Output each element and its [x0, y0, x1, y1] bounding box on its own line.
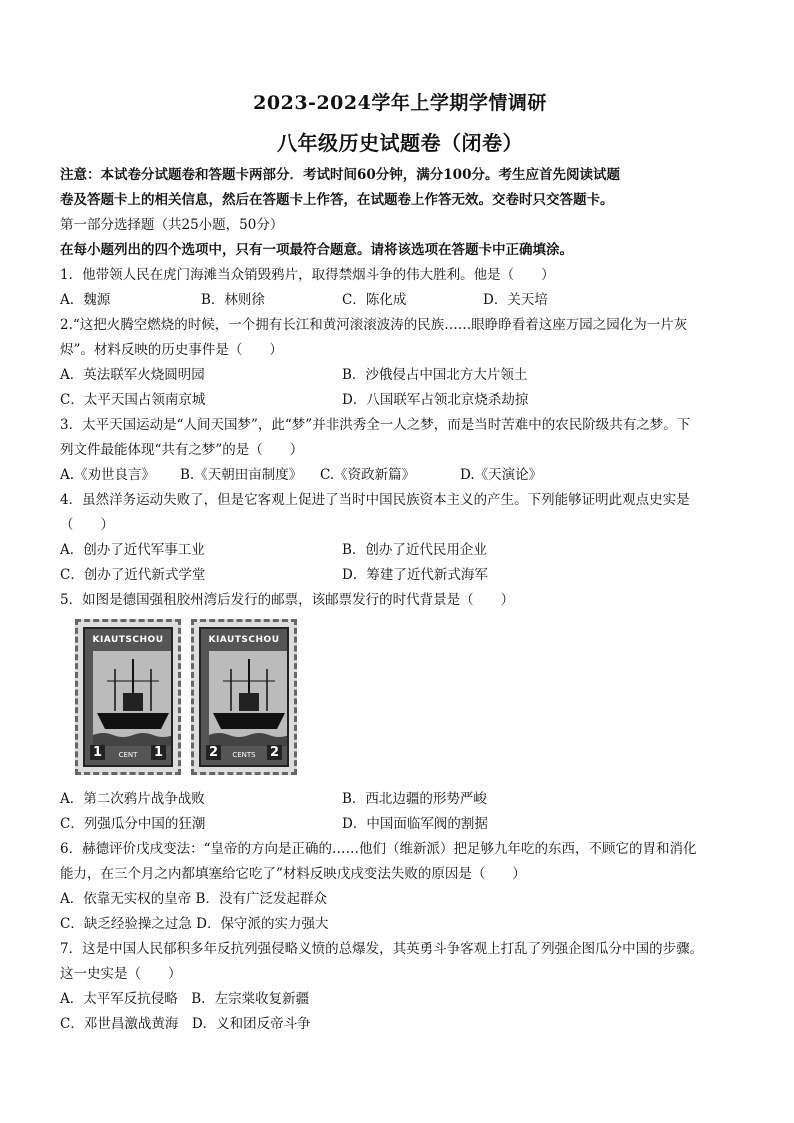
- question-3-stem-cont: 列文件最能体现“共有之梦”的是（ ）: [60, 442, 304, 458]
- stamp-images: [75, 619, 740, 781]
- question-7-options-ab: A．太平军反抗侵略 B．左宗棠收复新疆: [60, 991, 310, 1007]
- stamp-value-right: 1: [151, 745, 166, 760]
- option-c: C．陈化成: [342, 292, 407, 308]
- stamp-2-cents: [191, 619, 297, 775]
- option-a: A．魏源: [60, 292, 111, 308]
- question-6-stem: 6．赫德评价戊戌变法：“皇帝的方向是正确的……他们（维新派）把足够九年吃的东西，不顾它的胃和消化: [60, 841, 697, 857]
- option-c: C．创办了近代新式学堂: [60, 567, 206, 583]
- option-b: B.《天朝田亩制度》: [180, 467, 303, 483]
- question-5-stem: 5．如图是德国强租胶州湾后发行的邮票，该邮票发行的时代背景是（ ）: [60, 592, 515, 608]
- question-6-options-ab: A．依靠无实权的皇帝 B．没有广泛发起群众: [60, 891, 327, 907]
- option-a: A.《劝世良言》: [60, 467, 156, 483]
- stamp-text: KIAUTSCHOU: [92, 635, 164, 645]
- section-title: 第一部分选择题（共25小题，50分）: [60, 217, 284, 233]
- question-4-stem: 4．虽然洋务运动失败了，但是它客观上促进了当时中国民族资本主义的产生。下列能够证明此观点史实是: [60, 492, 690, 508]
- notice-line: 注意：本试卷分试题卷和答题卡两部分．考试时间60分钟，满分100分。考生应首先阅读试题: [60, 167, 620, 183]
- question-7-options-cd: C．邓世昌激战黄海 D．义和团反帝斗争: [60, 1016, 311, 1032]
- option-b: B．沙俄侵占中国北方大片领土: [342, 367, 528, 383]
- question-1-options: [60, 288, 740, 313]
- option-d: D．八国联军占领北京烧杀劫掠: [342, 392, 529, 408]
- option-a: A．创办了近代军事工业: [60, 542, 205, 558]
- question-7-stem: 7．这是中国人民郁积多年反抗列强侵略义愤的总爆发，其英勇斗争客观上打乱了列强企图瓜分中国的步骤。: [60, 941, 704, 957]
- option-a: A．英法联军火烧圆明园: [60, 367, 205, 383]
- section-instruction: 在每小题列出的四个选项中，只有一项最符合题意。请将该选项在答题卡中正确填涂。: [60, 242, 573, 258]
- question-1-stem: 1．他带领人民在虎门海滩当众销毁鸦片，取得禁烟斗争的伟大胜利。他是（ ）: [60, 267, 555, 283]
- question-4-options-cd: [60, 563, 740, 588]
- question-6-options-cd: C．缺乏经验操之过急 D．保守派的实力强大: [60, 916, 329, 932]
- stamp-1-cent: [75, 619, 181, 775]
- option-c: C．太平天国占领南京城: [60, 392, 206, 408]
- option-d: D．筹建了近代新式海军: [342, 567, 488, 583]
- question-6-stem-cont: 能力，在三个月之内都填塞给它吃了”材料反映戊戌变法失败的原因是（ ）: [60, 866, 526, 882]
- exam-subtitle: 八年级历史试题卷（闭卷）: [277, 131, 523, 155]
- notice-line: 卷及答题卡上的相关信息，然后在答题卡上作答，在试题卷上作答无效。交卷时只交答题卡。: [60, 192, 614, 208]
- stamp-value-left: 1: [90, 745, 105, 760]
- question-2-stem-cont: 烬”。材料反映的历史事件是（ ）: [60, 342, 283, 358]
- option-d: D．关天培: [483, 292, 548, 308]
- question-3-stem: 3．太平天国运动是“人间天国梦”，此“梦”并非洪秀全一人之梦，而是当时苦难中的农民阶级共有之梦。下: [60, 417, 691, 433]
- question-7-stem-cont: 这一史实是（ ）: [60, 966, 182, 982]
- option-b: B．西北边疆的形势严峻: [342, 791, 487, 807]
- option-c: C．列强瓜分中国的狂潮: [60, 816, 206, 832]
- option-b: B．创办了近代民用企业: [342, 542, 487, 558]
- stamp-text: KIAUTSCHOU: [208, 635, 280, 645]
- question-4-options-ab: [60, 538, 740, 563]
- exam-page: [60, 88, 740, 1037]
- question-5-options-ab: [60, 787, 740, 812]
- option-d: D.《天演论》: [460, 467, 543, 483]
- stamp-unit: CENTS: [232, 751, 256, 759]
- exam-title: 2023-2024学年上学期学情调研: [253, 92, 547, 114]
- question-2-stem: 2.“这把火腾空燃烧的时候，一个拥有长江和黄河滚滚波涛的民族……眼睁睁看着这座万园之园化为一片灰: [60, 317, 688, 333]
- option-a: A．第二次鸦片战争战败: [60, 791, 205, 807]
- question-3-options: [60, 463, 740, 488]
- question-5-options-cd: [60, 812, 740, 837]
- stamp-unit: CENT: [118, 751, 138, 759]
- stamp-value-right: 2: [267, 745, 282, 760]
- option-b: B．林则徐: [201, 292, 265, 308]
- question-4-stem-cont: （ ）: [60, 517, 114, 533]
- stamp-value-left: 2: [206, 745, 221, 760]
- ship-icon: [93, 651, 173, 746]
- ship-icon: [209, 651, 289, 746]
- question-2-options-cd: [60, 388, 740, 413]
- option-c: C.《资政新篇》: [320, 467, 416, 483]
- option-d: D．中国面临军阀的割据: [342, 816, 488, 832]
- notice: [60, 163, 740, 213]
- question-2-options-ab: [60, 363, 740, 388]
